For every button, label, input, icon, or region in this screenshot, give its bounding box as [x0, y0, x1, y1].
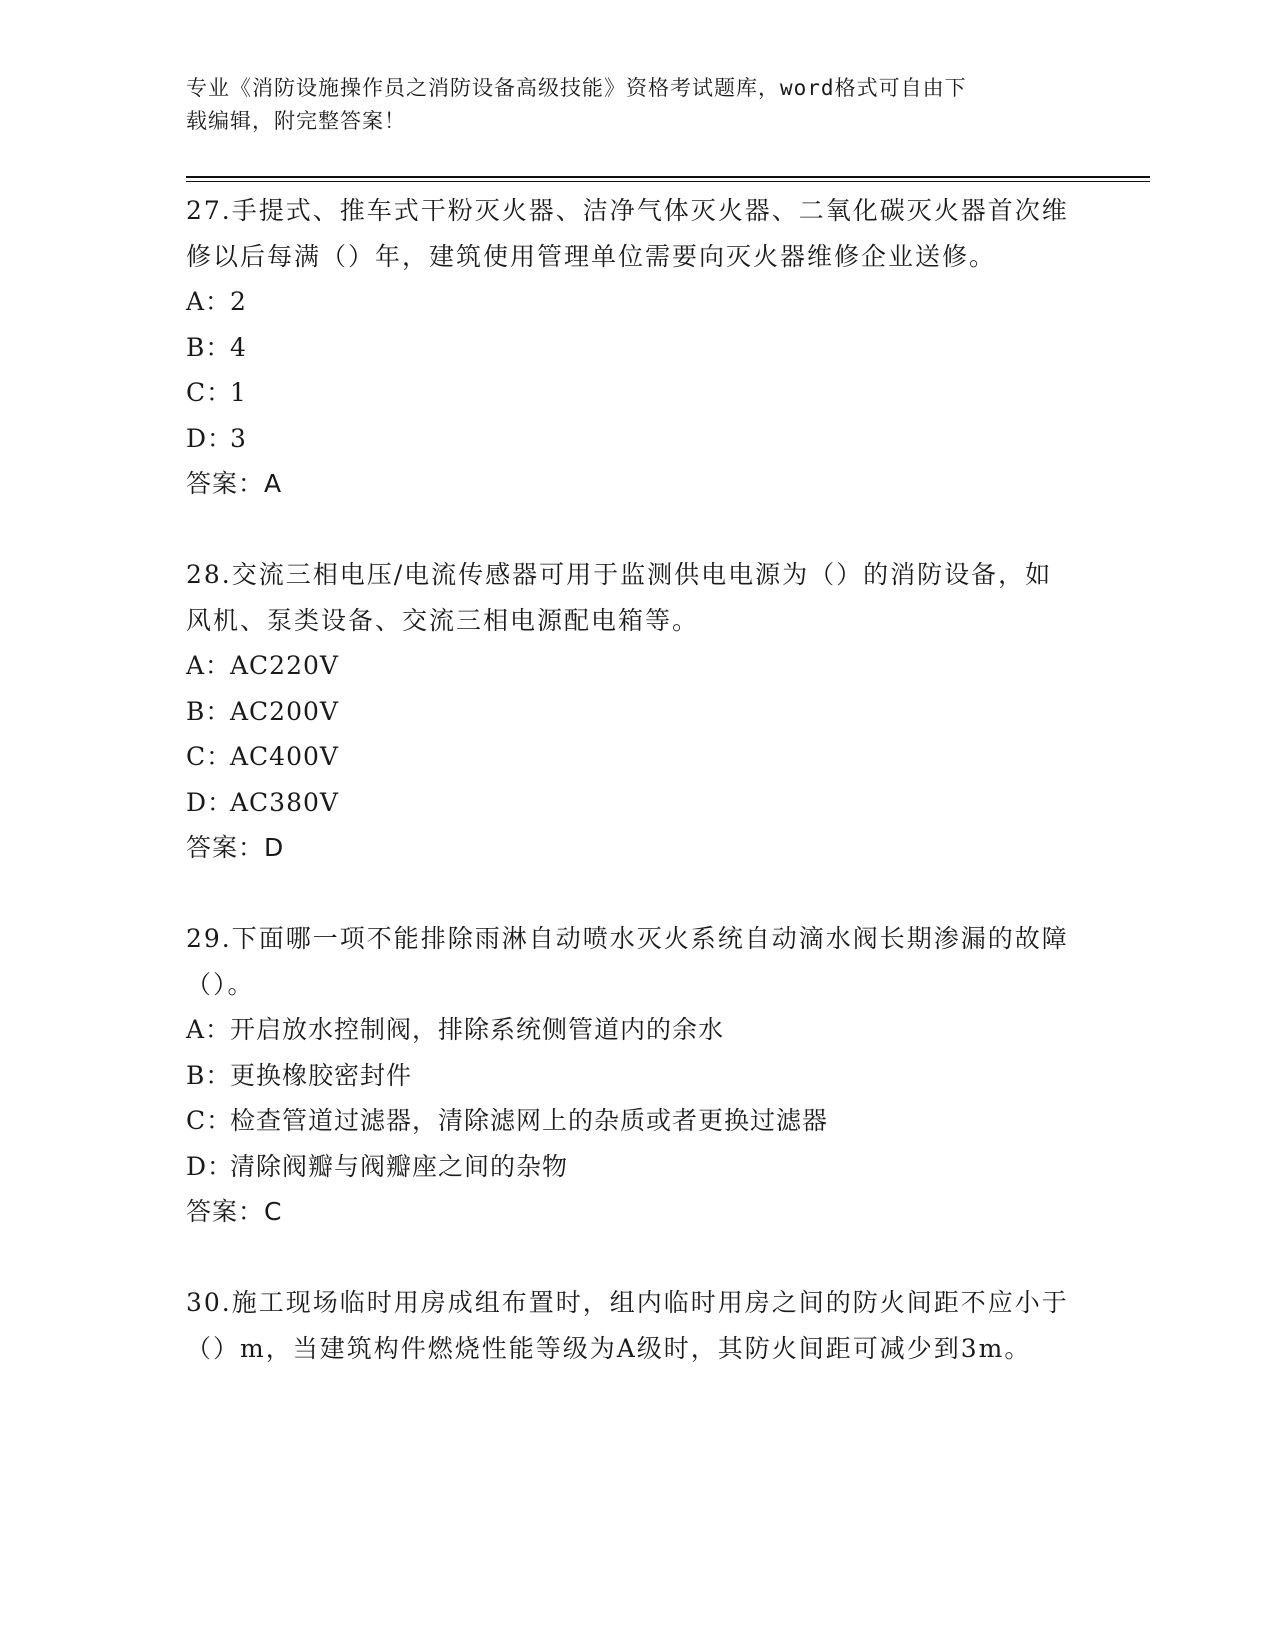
option-text: 检查管道过滤器，清除滤网上的杂质或者更换过滤器 — [230, 1106, 829, 1135]
option-a — [186, 279, 1076, 325]
option-text: 4 — [230, 332, 247, 362]
option-letter: D： — [186, 787, 234, 817]
option-letter: B： — [186, 1060, 232, 1090]
document-header — [186, 72, 1066, 138]
option-letter: C： — [186, 742, 233, 771]
header-line-1: 专业《消防设施操作员之消防设备高级技能》资格考试题库，word格式可自由下 — [186, 76, 967, 100]
option-letter: B： — [186, 696, 232, 726]
header-rule-thin — [186, 181, 1150, 182]
option-letter: B： — [186, 332, 232, 362]
option-a — [186, 1007, 1076, 1053]
option-c — [186, 734, 1076, 780]
question-list — [186, 188, 1076, 1416]
option-c — [186, 370, 1076, 416]
option-text: 2 — [230, 287, 247, 316]
question-28 — [186, 552, 1076, 871]
question-stem: 29.下面哪一项不能排除雨淋自动喷水灭火系统自动滴水阀长期渗漏的故障（）。 — [186, 924, 1069, 999]
option-text: AC220V — [230, 651, 339, 680]
option-text: 3 — [230, 423, 247, 453]
option-text: AC200V — [230, 696, 339, 726]
question-29 — [186, 916, 1076, 1235]
option-b — [186, 1053, 1076, 1099]
option-d — [186, 416, 1076, 462]
question-30 — [186, 1280, 1076, 1371]
answer-label: 答案：A — [186, 469, 283, 498]
answer-label: 答案：D — [186, 833, 285, 862]
question-27 — [186, 188, 1076, 507]
option-text: 更换橡胶密封件 — [230, 1060, 413, 1090]
header-rule-thick — [186, 176, 1150, 178]
option-c — [186, 1098, 1076, 1144]
option-letter: A： — [186, 651, 232, 680]
option-text: 1 — [230, 378, 247, 407]
option-letter: A： — [186, 1015, 232, 1044]
option-letter: D： — [186, 423, 234, 453]
option-text: AC380V — [230, 787, 339, 817]
option-letter: C： — [186, 378, 233, 407]
option-text: 清除阀瓣与阀瓣座之间的杂物 — [230, 1151, 569, 1181]
option-text: AC400V — [230, 742, 339, 771]
option-d — [186, 780, 1076, 826]
option-letter: A： — [186, 287, 232, 316]
header-line-2: 载编辑，附完整答案！ — [186, 109, 406, 133]
answer-label: 答案：C — [186, 1197, 283, 1226]
option-d — [186, 1144, 1076, 1190]
option-text: 开启放水控制阀，排除系统侧管道内的余水 — [230, 1015, 725, 1044]
option-a — [186, 643, 1076, 689]
option-b — [186, 325, 1076, 371]
question-stem: 27.手提式、推车式干粉灭火器、洁净气体灭火器、二氧化碳灭火器首次维修以后每满（）年，建筑使用管理单位需要向灭火器维修企业送修。 — [186, 196, 1069, 271]
option-letter: D： — [186, 1151, 234, 1181]
option-b — [186, 689, 1076, 735]
question-stem: 30.施工现场临时用房成组布置时，组内临时用房之间的防火间距不应小于（）m，当建筑构件燃烧性能等级为A级时，其防火间距可减少到3m。 — [186, 1288, 1069, 1363]
question-stem: 28.交流三相电压/电流传感器可用于监测供电电源为（）的消防设备，如风机、泵类设备、交流三相电源配电箱等。 — [186, 560, 1053, 635]
option-letter: C： — [186, 1106, 233, 1135]
